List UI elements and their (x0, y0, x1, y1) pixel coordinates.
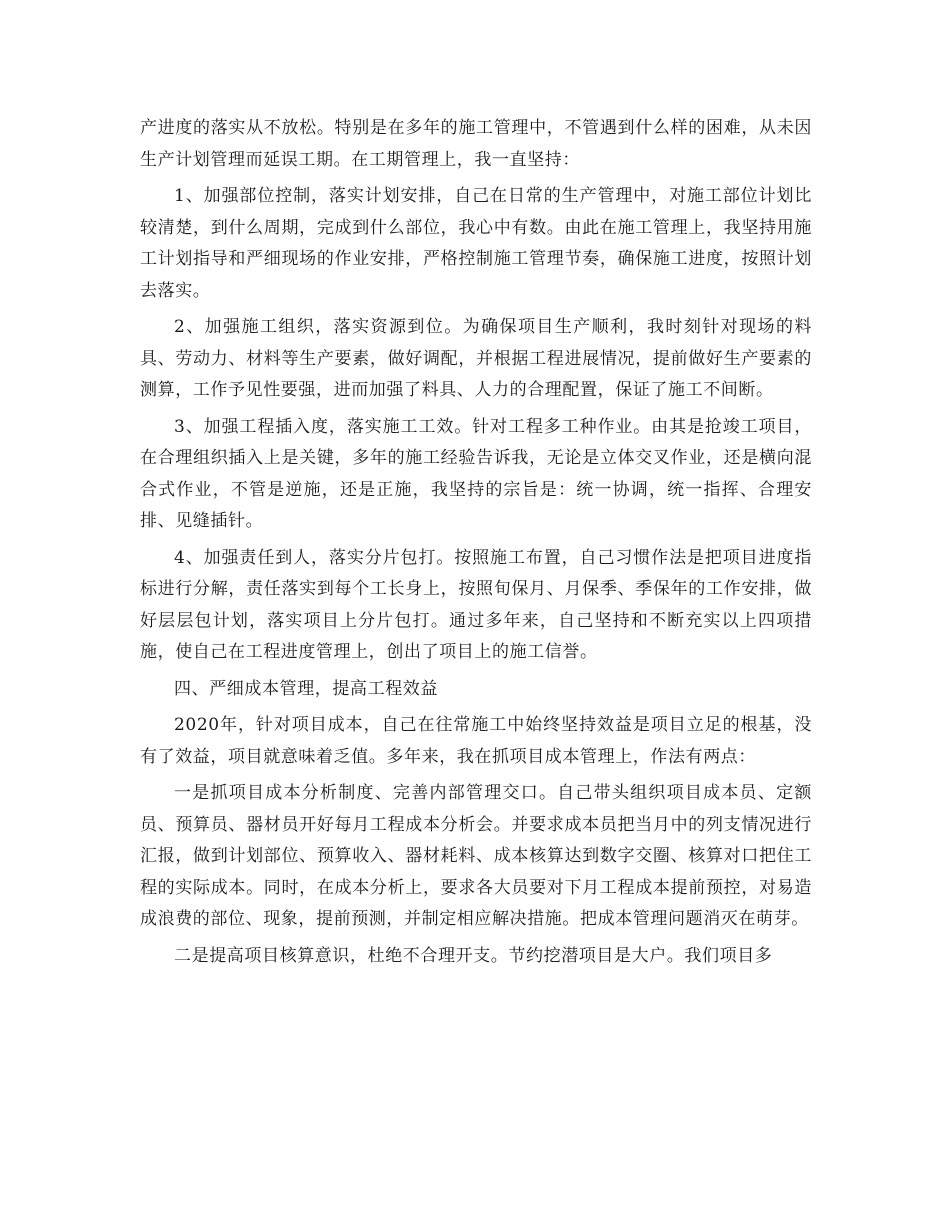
document-body (140, 113, 812, 977)
paragraph-item-3: 3、加强工程插入度，落实施工工效。针对工程多工种作业。由其是抢竣工项目，在合理组织插入上是关键，多年的施工经验告诉我，无论是立体交叉作业，还是横向混合式作业，不管是逆施，还是正施，我坚持的宗旨是：统一协调，统一指挥、合理安排、见缝插针。 (140, 416, 812, 531)
paragraph-item-2: 2、加强施工组织，落实资源到位。为确保项目生产顺利，我时刻针对现场的料具、劳动力、材料等生产要素，做好调配，并根据工程进展情况，提前做好生产要素的测算，工作予见性要强，进而加强了料具、人力的合理配置，保证了施工不间断。 (140, 317, 812, 400)
paragraph-cost-point-2: 二是提高项目核算意识，杜绝不合理开支。节约挖潜项目是大户。我们项目多 (174, 945, 773, 966)
section-heading-cost-management: 四、严细成本管理，提高工程效益 (174, 678, 438, 699)
paragraph-item-1: 1、加强部位控制，落实计划安排，自己在日常的生产管理中，对施工部位计划比较清楚，到什么周期，完成到什么部位，我心中有数。由此在施工管理上，我坚持用施工计划指导和严细现场的作业安排，严格控制施工管理节奏，确保施工进度，按照计划去落实。 (140, 186, 812, 301)
paragraph-continuation: 产进度的落实从不放松。特别是在多年的施工管理中，不管遇到什么样的困难，从未因生产计划管理而延误工期。在工期管理上，我一直坚持： (140, 118, 812, 170)
paragraph-cost-intro: 2020年，针对项目成本，自己在往常施工中始终坚持效益是项目立足的根基，没有了效益，项目就意味着乏值。多年来，我在抓项目成本管理上，作法有两点： (140, 715, 812, 767)
paragraph-cost-point-1: 一是抓项目成本分析制度、完善内部管理交口。自己带头组织项目成本员、定额员、预算员、器材员开好每月工程成本分析会。并要求成本员把当月中的列支情况进行汇报，做到计划部位、预算收入、器材耗料、成本核算达到数字交圈、核算对口把住工程的实际成本。同时，在成本分析上，要求各大员要对下月工程成本提前预控，对易造成浪费的部位、现象，提前预测，并制定相应解决措施。把成本管理问题消灭在萌芽。 (140, 783, 812, 929)
paragraph-item-4: 4、加强责任到人，落实分片包打。按照施工布置，自己习惯作法是把项目进度指标进行分解，责任落实到每个工长身上，按照旬保月、月保季、季保年的工作安排，做好层层包计划，落实项目上分片包打。通过多年来，自己坚持和不断充实以上四项措施，使自己在工程进度管理上，创出了项目上的施工信誉。 (140, 547, 812, 662)
